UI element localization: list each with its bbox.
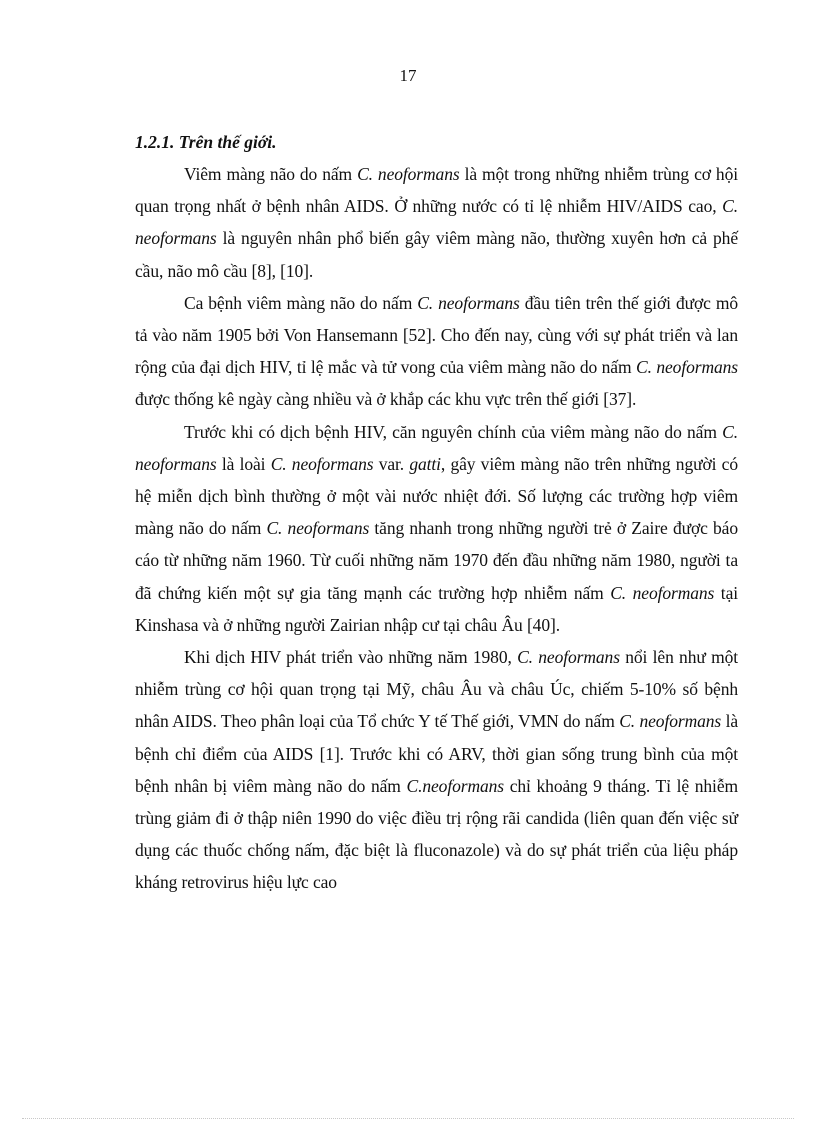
italic-term: C. neoformans — [135, 421, 738, 474]
italic-term: C. neoformans — [357, 164, 460, 184]
paragraph-text: là loài — [216, 453, 271, 474]
section-heading: 1.2.1. Trên thế giới. — [135, 132, 277, 152]
paragraph-text: tăng nhanh trong những người trẻ ở Zaire được báo cáo từ những năm 1960. Từ cuối những năm 1970 đến đầu những năm 1980, người ta đã chứng kiến một sự gia tăng mạnh các trường hợp nhiễm nấm — [135, 518, 738, 603]
paragraph-text: tại Kinshasa và ở những người Zairian nhập cư tại châu Âu [40]. — [135, 582, 738, 635]
paragraph-container — [135, 158, 738, 899]
paragraph-text: được thống kê ngày càng nhiều và ở khắp các khu vực trên thế giới [37]. — [135, 389, 637, 410]
document-body — [135, 126, 738, 899]
body-paragraph — [135, 158, 738, 287]
italic-term: C. neoformans — [417, 292, 520, 313]
paragraph-text: Trước khi có dịch bệnh HIV, căn nguyên chính của viêm màng não do nấm — [184, 421, 723, 442]
paragraph-text: Khi dịch HIV phát triển vào những năm 1980, — [184, 647, 518, 668]
italic-term: C. neoformans — [619, 711, 722, 732]
body-paragraph — [135, 416, 738, 641]
paragraph-text: đầu tiên trên thế giới được mô tả vào năm 1905 bởi Von Hansemann [52]. Cho đến nay, cùng với sự phát triển và lan rộng của đại dịch HIV, tỉ lệ mắc và tử vong của viêm màng não do nấm — [135, 292, 738, 378]
italic-term: C. neoformans — [517, 647, 620, 668]
paragraph-text: chỉ khoảng 9 tháng. Tỉ lệ nhiễm trùng giảm đi ở thập niên 1990 do việc điều trị rộng rãi candida (liên quan đến việc sử dụng các thuốc chống nấm, đặc biệt là fluconazole) và do sự phát triển của liệu pháp kháng retrovirus hiệu lực cao — [135, 775, 739, 893]
body-paragraph — [135, 287, 738, 416]
italic-term: gatti — [409, 453, 441, 474]
page-bottom-divider — [22, 1118, 794, 1119]
italic-term: C.neoformans — [406, 775, 505, 796]
paragraph-text: Ca bệnh viêm màng não do nấm — [184, 292, 418, 313]
paragraph-text: nổi lên như một nhiễm trùng cơ hội quan trọng tại Mỹ, châu Âu và châu Úc, chiếm 5-10% số bệnh nhân AIDS. Theo phân loại của Tổ chức Y tế Thế giới, VMN do nấm — [135, 647, 738, 732]
paragraph-text: var. — [373, 453, 410, 474]
page-number: 17 — [399, 66, 417, 85]
italic-term: C. neoformans — [266, 518, 370, 539]
italic-term: C. neoformans — [270, 453, 374, 474]
body-paragraph — [135, 641, 738, 899]
paragraph-text: là một trong những nhiễm trùng cơ hội quan trọng nhất ở bệnh nhân AIDS. Ở những nước có tỉ lệ nhiễm HIV/AIDS cao, — [135, 164, 738, 217]
paragraph-text: Viêm màng não do nấm — [184, 164, 358, 184]
paragraph-text: là bệnh chỉ điểm của AIDS [1]. Trước khi có ARV, thời gian sống trung bình của một bệnh nhân bị viêm màng não do nấm — [135, 711, 738, 796]
italic-term: C. neoformans — [636, 357, 738, 378]
italic-term: C. neoformans — [610, 582, 715, 603]
paragraph-text: là nguyên nhân phổ biến gây viêm màng não, thường xuyên hơn cả phế cầu, não mô cầu [8], [10]. — [135, 228, 738, 281]
italic-term: C. neoformans — [135, 196, 738, 249]
paragraph-text: , gây viêm màng não trên những người có hệ miễn dịch bình thường ở một vài nước nhiệt đới. Số lượng các trường hợp viêm màng não do nấm — [135, 453, 738, 539]
